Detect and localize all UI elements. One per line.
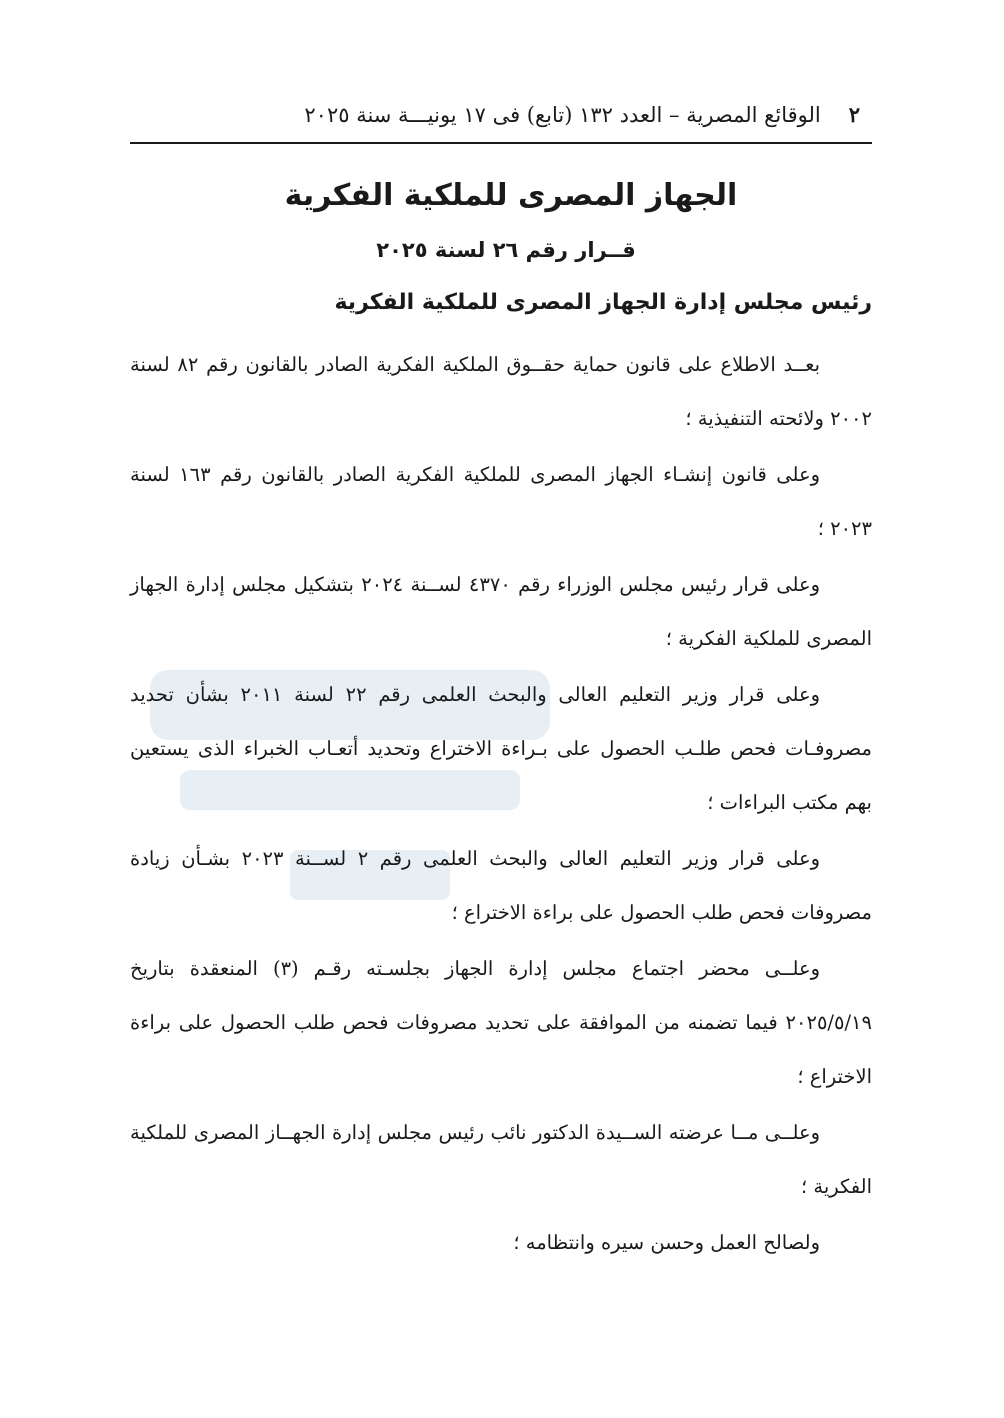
preamble-paragraph-minister-decree-2011: وعلى قرار وزير التعليم العالى والبحث العلمى رقم ٢٢ لسنة ٢٠١١ بشأن تحديد مصروفـات فحص طلـب الحصول على بـراءة الاختراع وتحديد أتعـاب الخبراء الذى يستعين بهم مكتب البراءات ؛ <box>130 683 872 814</box>
preamble-paragraph-public-interest: ولصالح العمل وحسن سيره وانتظامه ؛ <box>513 1231 820 1254</box>
running-header <box>130 100 872 130</box>
header-rule <box>130 142 872 144</box>
preamble-paragraph-board-decree: وعلى قرار رئيس مجلس الوزراء رقم ٤٣٧٠ لســنة ٢٠٢٤ بتشكيل مجلس إدارة الجهاز المصرى للملكية الفكرية ؛ <box>130 573 872 650</box>
preamble-paragraph-ip-law: بعــد الاطلاع على قانون حماية حقــوق الملكية الفكرية الصادر بالقانون رقم ٨٢ لسنة ٢٠٠٢ ولائحته التنفيذية ؛ <box>130 353 872 430</box>
preamble-paragraph-deputy-presentation: وعلــى مــا عرضته الســيدة الدكتور نائب رئيس مجلس إدارة الجهــاز المصرى للملكية الفكرية ؛ <box>130 1121 872 1198</box>
authority-title: الجهاز المصرى للملكية الفكرية <box>284 178 738 213</box>
gazette-page <box>130 100 872 1270</box>
page-number: ٢ <box>848 102 860 127</box>
issuer-heading: رئيس مجلس إدارة الجهاز المصرى للملكية الفكرية <box>334 290 872 315</box>
preamble <box>130 338 872 1270</box>
preamble-paragraph-board-minutes: وعلــى محضر اجتماع مجلس إدارة الجهاز بجلسـته رقـم (٣) المنعقدة بتاريخ ٢٠٢٥/٥/١٩ فيما تضمنه من الموافقة على تحديد مصروفات فحص طلب الحصول على براءة الاختراع ؛ <box>130 957 872 1088</box>
preamble-paragraph-establishment-law: وعلى قانون إنشـاء الجهاز المصرى للملكية الفكرية الصادر بالقانون رقم ١٦٣ لسنة ٢٠٢٣ ؛ <box>130 463 872 540</box>
decree-number: قــرار رقم ٢٦ لسنة ٢٠٢٥ <box>376 238 636 262</box>
running-title: الوقائع المصرية – العدد ١٣٢ (تابع) فى ١٧ يونيـــة سنة ٢٠٢٥ <box>304 103 821 127</box>
preamble-paragraph-minister-decree-2023: وعلى قرار وزير التعليم العالى والبحث العلمى رقم ٢ لســنة ٢٠٢٣ بشـأن زيادة مصروفات فحص طلب الحصول على براءة الاختراع ؛ <box>130 847 872 924</box>
